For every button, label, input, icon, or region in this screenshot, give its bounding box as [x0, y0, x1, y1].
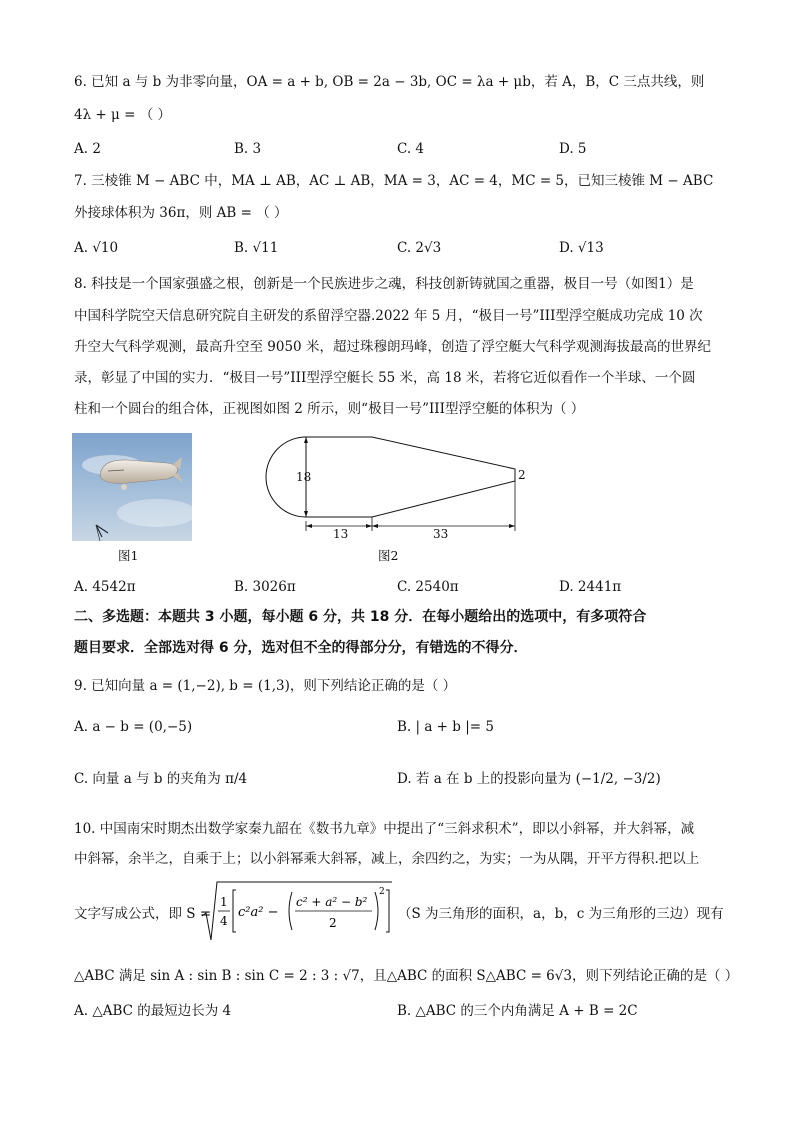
section2-heading-line1: 二、多选题：本题共 3 小题，每小题 6 分，共 18 分．在每小题给出的选项中，有多项符合 [74, 609, 647, 625]
label-cylinder-13: 13 [333, 527, 349, 541]
q9-option-b[interactable]: B. | a + b |= 5 [397, 719, 494, 735]
label-tip-2: 2 [518, 468, 526, 482]
q9-option-d[interactable]: D. 若 a 在 b 上的投影向量为 (−1/2, −3/2) [397, 771, 661, 787]
q10-line2: 中斜幂，余半之，自乘于上；以小斜幂乘大斜幂，减上，余四约之，为实；一为从隅，开平方得积.把以上 [74, 851, 700, 867]
airship-photo [72, 433, 192, 541]
q7-line2: 外接球体积为 36π，则 AB = （ ） [74, 205, 288, 221]
q10-option-a[interactable]: A. △ABC 的最短边长为 4 [74, 1003, 232, 1019]
airship-front-view-diagram [260, 433, 530, 543]
svg-text:c² + a² − b²: c² + a² − b² [296, 895, 368, 909]
svg-text:c²a² −: c²a² − [238, 905, 279, 920]
q6-option-a[interactable]: A. 2 [74, 141, 101, 157]
q9-option-c[interactable]: C. 向量 a 与 b 的夹角为 π/4 [74, 771, 248, 787]
qin-jiushao-formula [200, 880, 395, 944]
q7-option-c[interactable]: C. 2√3 [397, 240, 442, 256]
q7-option-a[interactable]: A. √10 [74, 240, 119, 256]
q10-line3-suffix: （S 为三角形的面积，a，b，c 为三角形的三边）现有 [398, 906, 724, 922]
q8-line3: 升空大气科学观测，最高升空至 9050 米，超过珠穆朗玛峰，创造了浮空艇大气科学观测海拔最高的世界纪 [74, 339, 711, 355]
q8-line5: 柱和一个圆台的组合体，正视图如图 2 所示，则“极目一号”III型浮空艇的体积为（ ） [74, 401, 585, 417]
q8-option-d[interactable]: D. 2441π [559, 579, 622, 595]
q7-option-b[interactable]: B. √11 [234, 240, 279, 256]
q10-option-b[interactable]: B. △ABC 的三个内角满足 A + B = 2C [397, 1003, 638, 1019]
q10-line4: △ABC 满足 sin A : sin B : sin C = 2 : 3 : √7，且△ABC 的面积 S△ABC = 6√3，则下列结论正确的是（ ） [74, 968, 739, 984]
q6-option-d[interactable]: D. 5 [559, 141, 587, 157]
q8-line4: 录，彰显了中国的实力．“极目一号”III型浮空艇长 55 米，高 18 米，若将它近似看作一个半球、一个圆 [74, 370, 696, 386]
q8-option-b[interactable]: B. 3026π [234, 579, 296, 595]
q8-line2: 中国科学院空天信息研究院自主研发的系留浮空器.2022 年 5 月，“极目一号”III型浮空艇成功完成 10 次 [74, 308, 703, 324]
label-frustum-33: 33 [433, 527, 449, 541]
svg-text:2: 2 [379, 887, 385, 897]
label-height-18: 18 [296, 470, 312, 484]
q9-option-a[interactable]: A. a − b = (0,−5) [74, 719, 193, 735]
q10-line3-prefix: 文字写成公式，即 S = [74, 906, 212, 922]
q7-option-d[interactable]: D. √13 [559, 240, 604, 256]
q9-stem: 9. 已知向量 a = (1,−2), b = (1,3)，则下列结论正确的是（ ） [74, 678, 457, 694]
svg-text:1: 1 [220, 895, 228, 909]
q8-option-a[interactable]: A. 4542π [74, 579, 136, 595]
q8-option-c[interactable]: C. 2540π [397, 579, 459, 595]
svg-text:4: 4 [220, 914, 228, 928]
q7-line1: 7. 三棱锥 M − ABC 中，MA ⊥ AB，AC ⊥ AB，MA = 3，AC = 4，MC = 5，已知三棱锥 M − ABC [74, 173, 714, 189]
fig2-caption: 图2 [378, 548, 399, 563]
q6-option-c[interactable]: C. 4 [397, 141, 425, 157]
svg-text:2: 2 [329, 916, 337, 930]
q6-option-b[interactable]: B. 3 [234, 141, 262, 157]
fig1-caption: 图1 [118, 548, 139, 563]
q6-line2: 4λ + μ = （ ） [74, 107, 171, 123]
q6-line1: 6. 已知 a 与 b 为非零向量，OA = a + b, OB = 2a − 3b, OC = λa + μb，若 A，B，C 三点共线，则 [74, 74, 705, 90]
q10-line1: 10. 中国南宋时期杰出数学家秦九韶在《数书九章》中提出了“三斜求积术”，即以小斜幂，并大斜幂，减 [74, 821, 695, 837]
q8-line1: 8. 科技是一个国家强盛之根，创新是一个民族进步之魂，科技创新铸就国之重器，极目一号（如图1）是 [74, 276, 694, 292]
section2-heading-line2: 题目要求．全部选对得 6 分，选对但不全的得部分分，有错选的不得分． [74, 640, 528, 656]
